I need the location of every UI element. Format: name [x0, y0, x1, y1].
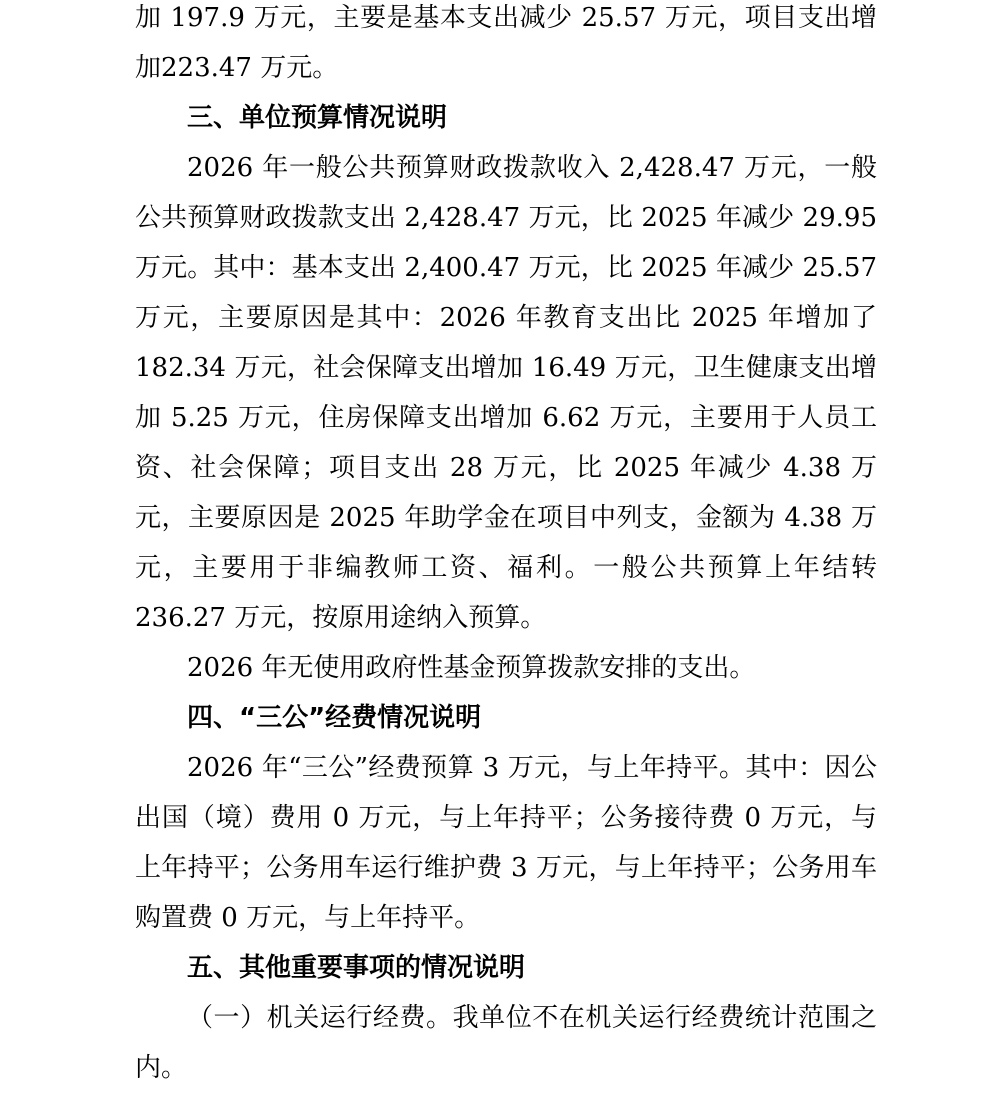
section-heading-unit-budget: 三、单位预算情况说明 [187, 103, 448, 133]
paragraph-fund-budget: 2026 年无使用政府性基金预算拨款安排的支出。 [187, 653, 756, 683]
paragraph-continuation: 加 197.9 万元，主要是基本支出减少 25.57 万元，项目支出增加223.47 万元。 [135, 3, 877, 83]
paragraph-three-public: 2026 年“三公”经费预算 3 万元，与上年持平。其中：因公出国（境）费用 0 万元，与上年持平；公务接待费 0 万元，与上年持平；公务用车运行维护费 3 万元，与上年持平；公务用车购置费 0 万元，与上年持平。 [135, 753, 877, 933]
paragraph-general-budget: 2026 年一般公共预算财政拨款收入 2,428.47 万元，一般公共预算财政拨款支出 2,428.47 万元，比 2025 年减少 29.95 万元。其中：基本支出 2,400.47 万元，比 2025 年减少 25.57 万元，主要原因是其中：2026 年教育支出比 2025 年增加了 182.34 万元，社会保障支出增加 16.49 万元，卫生健康支出增加 5.25 万元，住房保障支出增加 6.62 万元，主要用于人员工资、社会保障；项目支出 28 万元，比 2025 年减少 4.38 万元，主要原因是 2025 年助学金在项目中列支，金额为 4.38 万元，主要用于非编教师工资、福利。一般公共预算上年结转 236.27 万元，按原用途纳入预算。 [135, 153, 877, 633]
section-heading-three-public: 四、“三公”经费情况说明 [187, 703, 482, 733]
paragraph-operating-expenses: （一）机关运行经费。我单位不在机关运行经费统计范围之内。 [135, 1003, 877, 1083]
document-page [135, 0, 877, 1093]
section-heading-other-matters: 五、其他重要事项的情况说明 [187, 953, 526, 983]
